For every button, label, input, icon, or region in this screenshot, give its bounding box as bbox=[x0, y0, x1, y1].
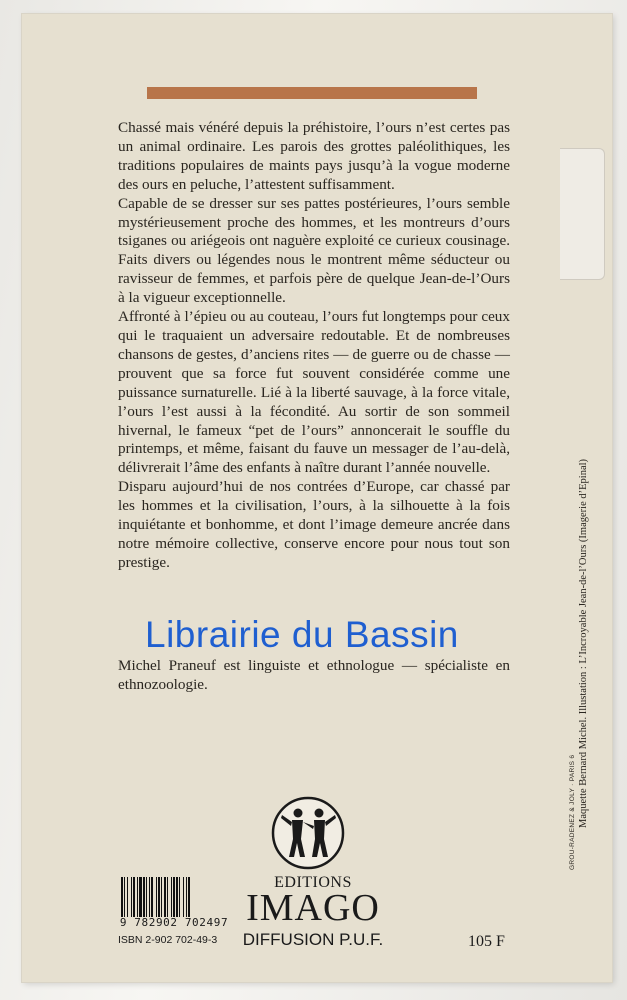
publisher-brand: IMAGO bbox=[246, 887, 380, 929]
author-note-text: Michel Praneuf est linguiste et ethnologue — spécialiste en ethnozoologie. bbox=[118, 657, 510, 693]
cover-credit: Maquette Bernard Michel. Illustation : L’Incroyable Jean-de-l’Ours (Imagerie d’Epinal) bbox=[578, 458, 589, 828]
blurb-paragraph-2: Capable de se dresser sur ses pattes postérieures, l’ours semble mystérieusement proche des hommes, et les montreurs d’ours tsiganes ou ariégeois ont naguère exploité ce curieux cousinage. Faits divers ou légendes nous le montrent même séducteur ou ravisseur de femmes, et parfois père de quelque Jean-de-l’Ours à la vigueur exceptionnelle. bbox=[118, 194, 510, 307]
blurb-paragraph-4: Disparu aujourd’hui de nos contrées d’Europe, car chassé par les hommes et la civilisation, l’ours, à la silhouette à la fois inquiétante et bonhomme, et dont l’image demeure ancrée dans notre mémoire collective, conserve encore pour nous tout son prestige. bbox=[118, 478, 510, 571]
blurb-paragraph-1: Chassé mais vénéré depuis la préhistoire, l’ours n’est certes pas un animal ordinaire. Les parois des grottes paléolithiques, les traditions populaires de maints pays jusqu’à la vogue moderne des ours en peluche, l’attestent suffisamment. bbox=[118, 119, 510, 193]
blurb-paragraph-3: Affronté à l’épieu ou au couteau, l’ours fut longtemps pour ceux qui le traquaient un adversaire redoutable. Et de nombreuses chansons de gestes, d’anciens rites — de guerre ou de chasse — prouvent que sa force fut souvent considérée comme une puissance surnaturelle. Lié à la liberté sauvage, à la force vitale, l’ours l’est aussi à la fécondité. Au sortir de son sommeil hivernal, le fameux “pet de l’ours” annoncerait le souffle du printemps, et même, faisant du fauve un messager de l’au-delà, délivrerait l’âme des enfants à naître durant l’année nouvelle. bbox=[118, 308, 510, 477]
back-cover-blurb bbox=[118, 119, 510, 573]
isbn: ISBN 2-902 702-49-3 bbox=[118, 934, 218, 946]
distributor: DIFFUSION P.U.F. bbox=[242, 930, 384, 949]
barcode-digits: 9 782902 702497 bbox=[119, 916, 229, 929]
publisher-label: EDITIONS bbox=[274, 874, 352, 891]
decorative-band bbox=[147, 87, 477, 99]
price: 105 F bbox=[468, 933, 505, 950]
barcode bbox=[120, 877, 230, 917]
bookseller-watermark: Librairie du Bassin bbox=[145, 614, 459, 655]
publisher-logo bbox=[270, 795, 346, 871]
author-note bbox=[118, 657, 510, 695]
printer-credit: GROU-RADENEZ & JOLY · PARIS 6 bbox=[569, 754, 576, 870]
paper-tab bbox=[560, 148, 605, 280]
